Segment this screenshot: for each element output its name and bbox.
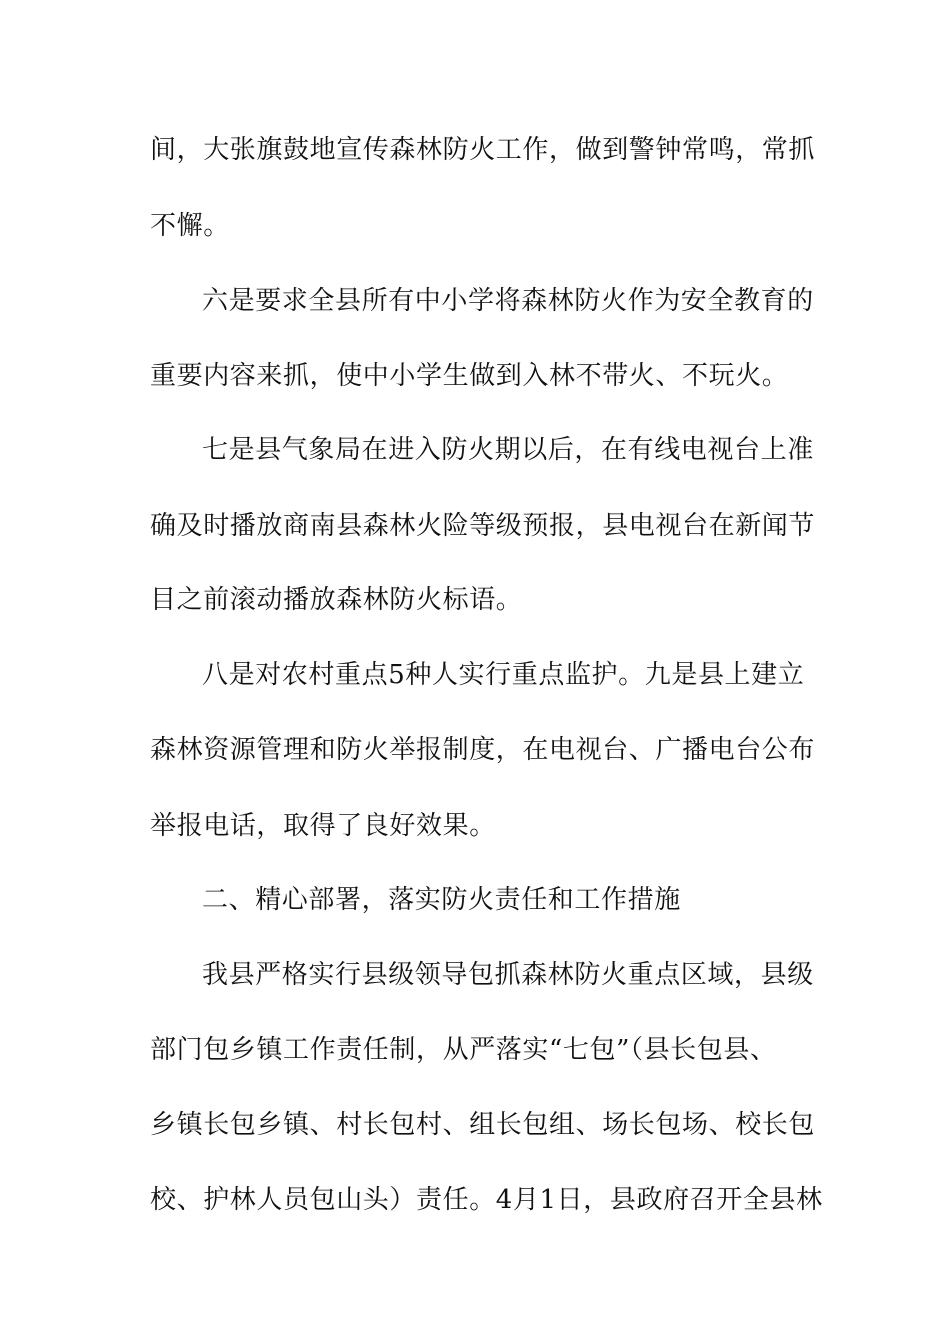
text-line: 举报电话，取得了良好效果。 [150,811,496,841]
section-heading: 二、精心部署，落实防火责任和工作措施 [202,885,681,915]
paragraph-start-line: 六是要求全县所有中小学将森林防火作为安全教育的 [202,286,814,316]
text-line: 不懈。 [150,211,230,241]
text-line: 间，大张旗鼓地宣传森林防火工作，做到警钟常鸣，常抓 [150,135,816,165]
text-line: 乡镇长包乡镇、村长包村、组长包组、场长包场、校长包 [150,1110,816,1140]
text-line: 森林资源管理和防火举报制度，在电视台、广播电台公布 [150,735,816,765]
text-line: 重要内容来抓，使中小学生做到入林不带火、不玩火。 [150,361,789,391]
text-line: 目之前滚动播放森林防火标语。 [150,585,523,615]
text-line: 确及时播放商南县森林火险等级预报，县电视台在新闻节 [150,511,816,541]
paragraph-start-line: 七是县气象局在进入防火期以后，在有线电视台上准 [202,435,814,465]
paragraph-start-line: 八是对农村重点5种人实行重点监护。九是县上建立 [202,660,805,690]
text-line: 校、护林人员包山头）责任。4月1日，县政府召开全县林 [150,1185,823,1215]
text-line: 部门包乡镇工作责任制，从严落实“七包”（县长包县、 [150,1035,777,1065]
paragraph-start-line: 我县严格实行县级领导包抓森林防火重点区域，县级 [202,960,814,990]
